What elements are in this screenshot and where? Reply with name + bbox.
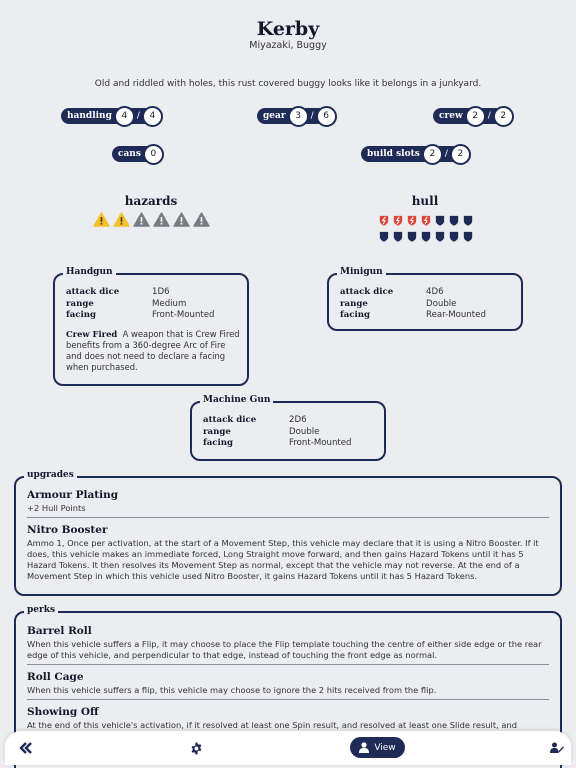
bottom-nav-bar <box>5 731 571 765</box>
hull-shield-icon[interactable] <box>449 214 459 227</box>
upgrade-item[interactable] <box>16 524 560 582</box>
hull-shield-icon[interactable] <box>393 230 403 243</box>
hull-shield-icon[interactable] <box>407 230 417 243</box>
perk-text: When this vehicle suffers a Flip, it may choose to place the Flip template touching the centre of either side edge or the rear edge of this vehicle, and perpendicular to that edge, instead of touching the front edge as normal. <box>27 639 542 660</box>
stat-current[interactable]: 2 <box>422 144 443 165</box>
perk-item[interactable] <box>16 625 560 661</box>
divider <box>27 517 549 518</box>
stat-current[interactable]: 0 <box>143 144 164 165</box>
hazard-icon[interactable] <box>193 212 210 227</box>
back-button[interactable] <box>17 740 35 756</box>
range-label: range <box>66 298 94 309</box>
range-label: range <box>340 298 368 309</box>
view-button-label: View <box>374 742 396 753</box>
range-value: Medium <box>152 298 187 309</box>
stat-max: 6 <box>316 106 337 127</box>
facing-label: facing <box>66 310 97 320</box>
facing-value: Front-Mounted <box>289 438 352 448</box>
hull-shield-icon[interactable] <box>463 214 473 227</box>
hazard-icon-active[interactable] <box>93 212 110 227</box>
perk-name: Roll Cage <box>27 671 84 683</box>
stat-label: crew <box>433 108 471 124</box>
hull-shield-icon[interactable] <box>421 230 431 243</box>
facing-value: Front-Mounted <box>152 310 215 320</box>
stat-current[interactable]: 2 <box>465 106 486 127</box>
user-icon <box>359 742 369 753</box>
hazards-title: hazards <box>124 194 178 208</box>
stat-label: gear <box>257 108 294 124</box>
facing-value: Rear-Mounted <box>426 310 486 320</box>
hull-shield-icon[interactable] <box>435 214 445 227</box>
upgrades-title: upgrades <box>24 470 77 480</box>
upgrade-name: Armour Plating <box>27 489 119 501</box>
weapon-rule <box>66 329 242 373</box>
range-value: Double <box>289 426 320 437</box>
attack-dice-label: attack dice <box>66 287 120 297</box>
perk-item[interactable] <box>16 671 560 696</box>
edit-crew-button[interactable] <box>548 740 566 756</box>
divider <box>27 699 549 700</box>
stat-handling <box>61 106 163 126</box>
rule-text: A weapon that is Crew Fired benefits from a 360-degree Arc of Fire and does not need to declare a facing when purchased. <box>66 328 240 372</box>
hull-shield-damaged-icon[interactable] <box>407 214 417 227</box>
hull-shield-icon[interactable] <box>435 230 445 243</box>
hazard-icon[interactable] <box>173 212 190 227</box>
stat-gear <box>257 106 337 126</box>
upgrade-name: Nitro Booster <box>27 524 108 536</box>
upgrade-text: +2 Hull Points <box>27 503 86 513</box>
stat-separator: / <box>131 108 146 124</box>
hull-shield-icon[interactable] <box>379 230 389 243</box>
stat-separator: / <box>305 108 320 124</box>
upgrade-text: Ammo 1, Once per activation, at the start of a Movement Step, this vehicle may declare that it is using a Nitro Booster. If it does, this vehicle makes an immediate forced, Long Straight move forward, and then gains Hazard Tokens until it has 5 Hazard Tokens. It then resolves its Movement Step as normal, except that the vehicle may not reverse. At the end of a Movement Step in which this vehicle used Nitro Booster, it gains Hazard Tokens until it has 5 Hazard Tokens. <box>27 538 539 581</box>
vehicle-description: Old and riddled with holes, this rust covered buggy looks like it belongs in a junkyard. <box>94 79 482 89</box>
hull-shield-damaged-icon[interactable] <box>393 214 403 227</box>
perk-name: Barrel Roll <box>27 625 92 637</box>
range-value: Double <box>426 298 457 309</box>
upgrades-panel <box>14 470 562 596</box>
hull-shield-icon[interactable] <box>463 230 473 243</box>
upgrade-item[interactable] <box>16 489 560 514</box>
perk-text: When this vehicle suffers a flip, this vehicle may choose to ignore the 2 hits received from the flip. <box>27 685 437 695</box>
hull-title: hull <box>411 194 439 208</box>
range-label: range <box>203 426 231 437</box>
stat-label: handling <box>61 108 120 124</box>
perk-text: At the end of this vehicle's activation, if it resolved at least one Spin result, and resolved at least one Slide result, and <box>27 720 517 730</box>
facing-label: facing <box>340 310 371 320</box>
gear-icon <box>190 742 203 755</box>
hazard-icon-active[interactable] <box>113 212 130 227</box>
weapon-card <box>53 267 249 386</box>
user-edit-icon <box>550 742 564 754</box>
weapon-card <box>327 267 523 331</box>
attack-dice-value: 1D6 <box>152 287 170 297</box>
hull-row[interactable] <box>379 214 473 227</box>
view-button[interactable] <box>350 737 405 758</box>
hull-row[interactable] <box>379 230 473 243</box>
attack-dice-value: 4D6 <box>426 287 444 297</box>
settings-button[interactable] <box>187 740 205 756</box>
perks-title: perks <box>24 605 58 615</box>
stat-build-slots <box>361 144 471 164</box>
hazard-icon[interactable] <box>153 212 170 227</box>
stat-crew <box>433 106 514 126</box>
stat-max: 2 <box>493 106 514 127</box>
stat-separator: / <box>482 108 497 124</box>
vehicle-subtitle: Miyazaki, Buggy <box>249 40 327 51</box>
stat-current[interactable]: 4 <box>114 106 135 127</box>
weapon-card <box>190 395 386 461</box>
weapon-name: Handgun <box>63 267 116 277</box>
hull-shield-damaged-icon[interactable] <box>379 214 389 227</box>
stat-separator: / <box>439 146 454 162</box>
hazard-icon[interactable] <box>133 212 150 227</box>
facing-label: facing <box>203 438 234 448</box>
perk-name: Showing Off <box>27 706 99 718</box>
hull-shield-damaged-icon[interactable] <box>421 214 431 227</box>
attack-dice-label: attack dice <box>203 415 257 425</box>
attack-dice-label: attack dice <box>340 287 394 297</box>
vehicle-name: Kerby <box>256 18 320 40</box>
divider <box>27 664 549 665</box>
stat-max: 2 <box>450 144 471 165</box>
rule-name: Crew Fired <box>66 328 118 339</box>
stat-current[interactable]: 3 <box>288 106 309 127</box>
stat-cans <box>112 144 164 164</box>
hull-shield-icon[interactable] <box>449 230 459 243</box>
double-chevron-left-icon <box>19 742 33 754</box>
hazard-tokens[interactable] <box>93 212 210 227</box>
stat-label: cans <box>112 146 149 162</box>
stat-label: build slots <box>361 146 428 162</box>
weapon-name: Minigun <box>337 267 386 277</box>
attack-dice-value: 2D6 <box>289 415 307 425</box>
weapon-name: Machine Gun <box>200 395 273 405</box>
stat-max: 4 <box>142 106 163 127</box>
